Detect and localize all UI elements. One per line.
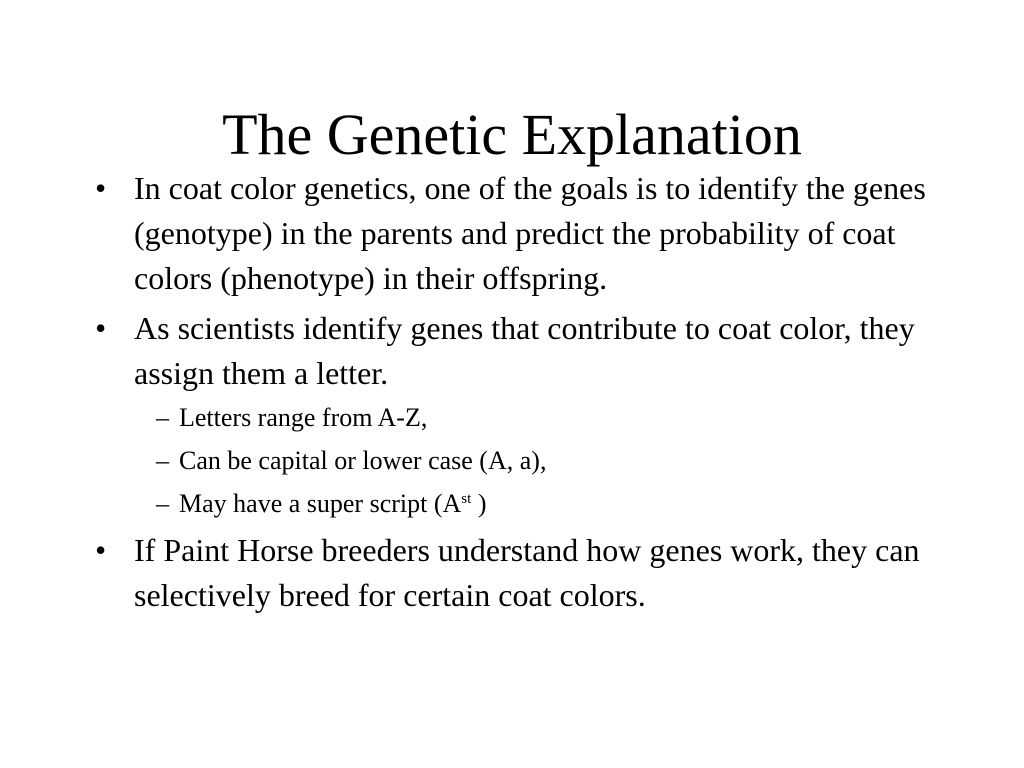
sub-bullet-marker: – — [156, 403, 169, 432]
sub-bullet-item — [134, 399, 955, 437]
sub-bullet-text-end: ) — [471, 489, 487, 518]
sub-bullet-text: Can be capital or lower case (A, a), — [179, 446, 547, 475]
sub-bullet-text: Letters range from A-Z, — [179, 403, 428, 432]
bullet-text: In coat color genetics, one of the goals is to identify the genes (genotype) in the parents and predict the probability of coat colors (phenotype) in their offspring. — [134, 170, 926, 296]
superscript: st — [461, 491, 472, 507]
bullet-text: If Paint Horse breeders understand how genes work, they can selectively breed for certain coat colors. — [134, 532, 920, 613]
bullet-item — [95, 528, 955, 618]
slide-title: The Genetic Explanation — [222, 102, 802, 167]
sub-bullet-item — [134, 442, 955, 480]
bullet-text: As scientists identify genes that contribute to coat color, they assign them a letter. — [134, 310, 915, 391]
sub-bullet-text: May have a super script (A — [179, 489, 462, 518]
bullet-marker: • — [95, 170, 107, 206]
sub-bullet-list — [134, 399, 955, 523]
bullet-list — [95, 166, 955, 623]
bullet-marker: • — [95, 532, 107, 568]
sub-bullet-marker: – — [156, 446, 169, 475]
bullet-item — [95, 166, 955, 301]
sub-bullet-item — [134, 485, 955, 523]
sub-bullet-marker: – — [156, 489, 169, 518]
bullet-marker: • — [95, 310, 107, 346]
bullet-item — [95, 306, 955, 523]
